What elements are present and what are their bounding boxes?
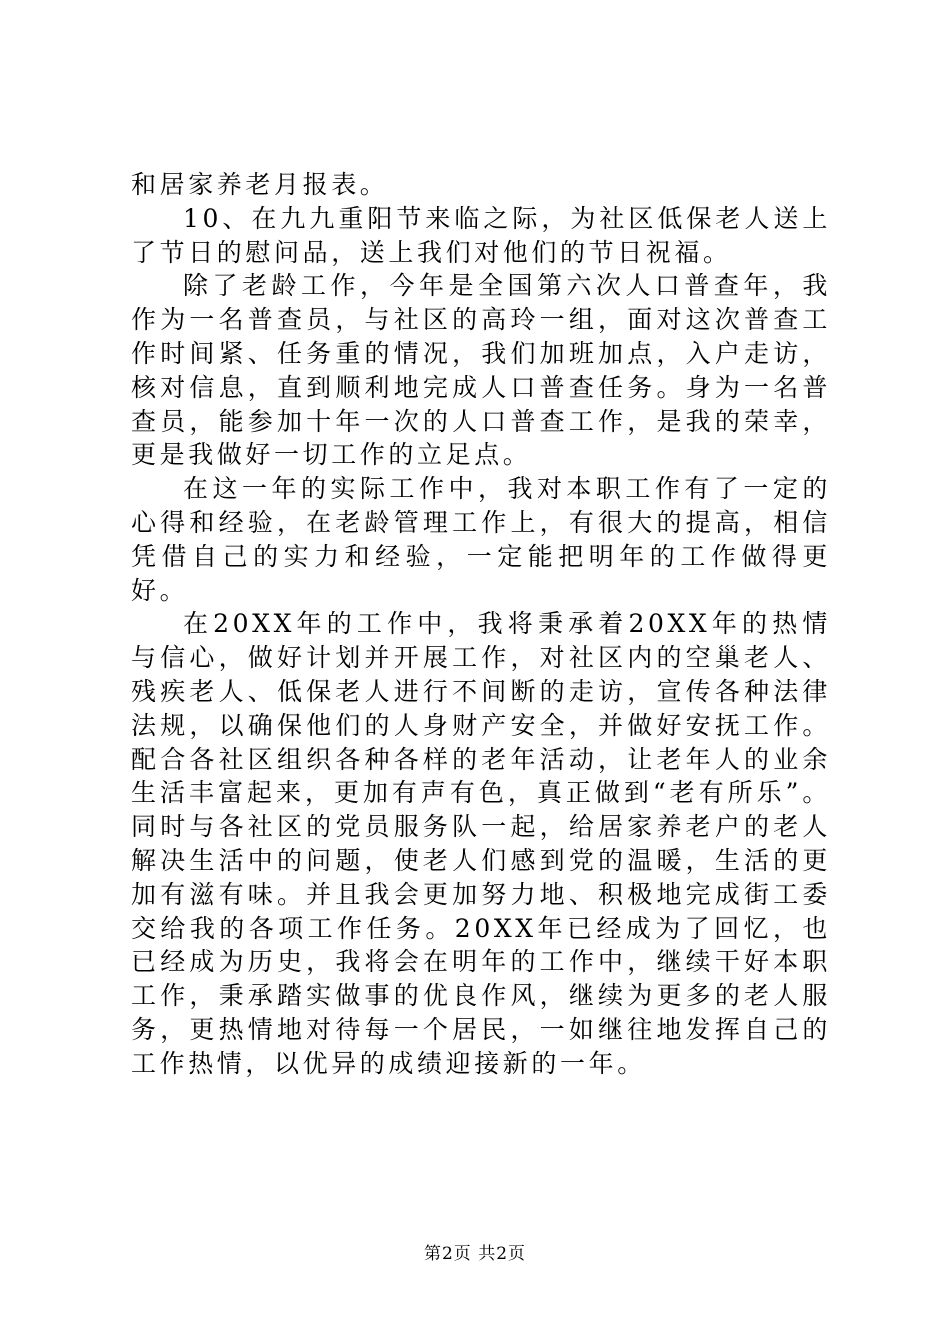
paragraph-census: 除了老龄工作，今年是全国第六次人口普查年，我作为一名普查员，与社区的高玲一组，面对这次普查工作时间紧、任务重的情况，我们加班加点，入户走访，核对信息，直到顺利地完成人口普查任务。身为一名普查员，能参加十年一次的人口普查工作，是我的荣幸，更是我做好一切工作的立足点。 xyxy=(131,271,831,470)
paragraph-experience: 在这一年的实际工作中，我对本职工作有了一定的心得和经验，在老龄管理工作上，有很大的提高，相信凭借自己的实力和经验，一定能把明年的工作做得更好。 xyxy=(131,474,831,605)
document-body xyxy=(131,168,831,1081)
paragraph-item-10: 10、在九九重阳节来临之际，为社区低保老人送上了节日的慰问品，送上我们对他们的节日祝福。 xyxy=(131,203,831,267)
paragraph-continuation: 和居家养老月报表。 xyxy=(131,170,389,199)
paragraph-plan: 在20XX年的工作中，我将秉承着20XX年的热情与信心，做好计划并开展工作，对社区内的空巢老人、残疾老人、低保老人进行不间断的走访，宣传各种法律法规，以确保他们的人身财产安全，并做好安抚工作。配合各社区组织各种各样的老年活动，让老年人的业余生活丰富起来，更加有声有色，真正做到“老有所乐”。同时与各社区的党员服务队一起，给居家养老户的老人解决生活中的问题，使老人们感到党的温暖，生活的更加有滋有味。并且我会更加努力地、积极地完成街工委交给我的各项工作任务。20XX年已经成为了回忆，也已经成为历史，我将会在明年的工作中，继续干好本职工作，秉承踏实做事的优良作风，继续为更多的老人服务，更热情地对待每一个居民，一如继往地发挥自己的工作热情，以优异的成绩迎接新的一年。 xyxy=(131,609,831,1078)
page-number-footer: 第2页 共2页 xyxy=(423,1244,527,1264)
